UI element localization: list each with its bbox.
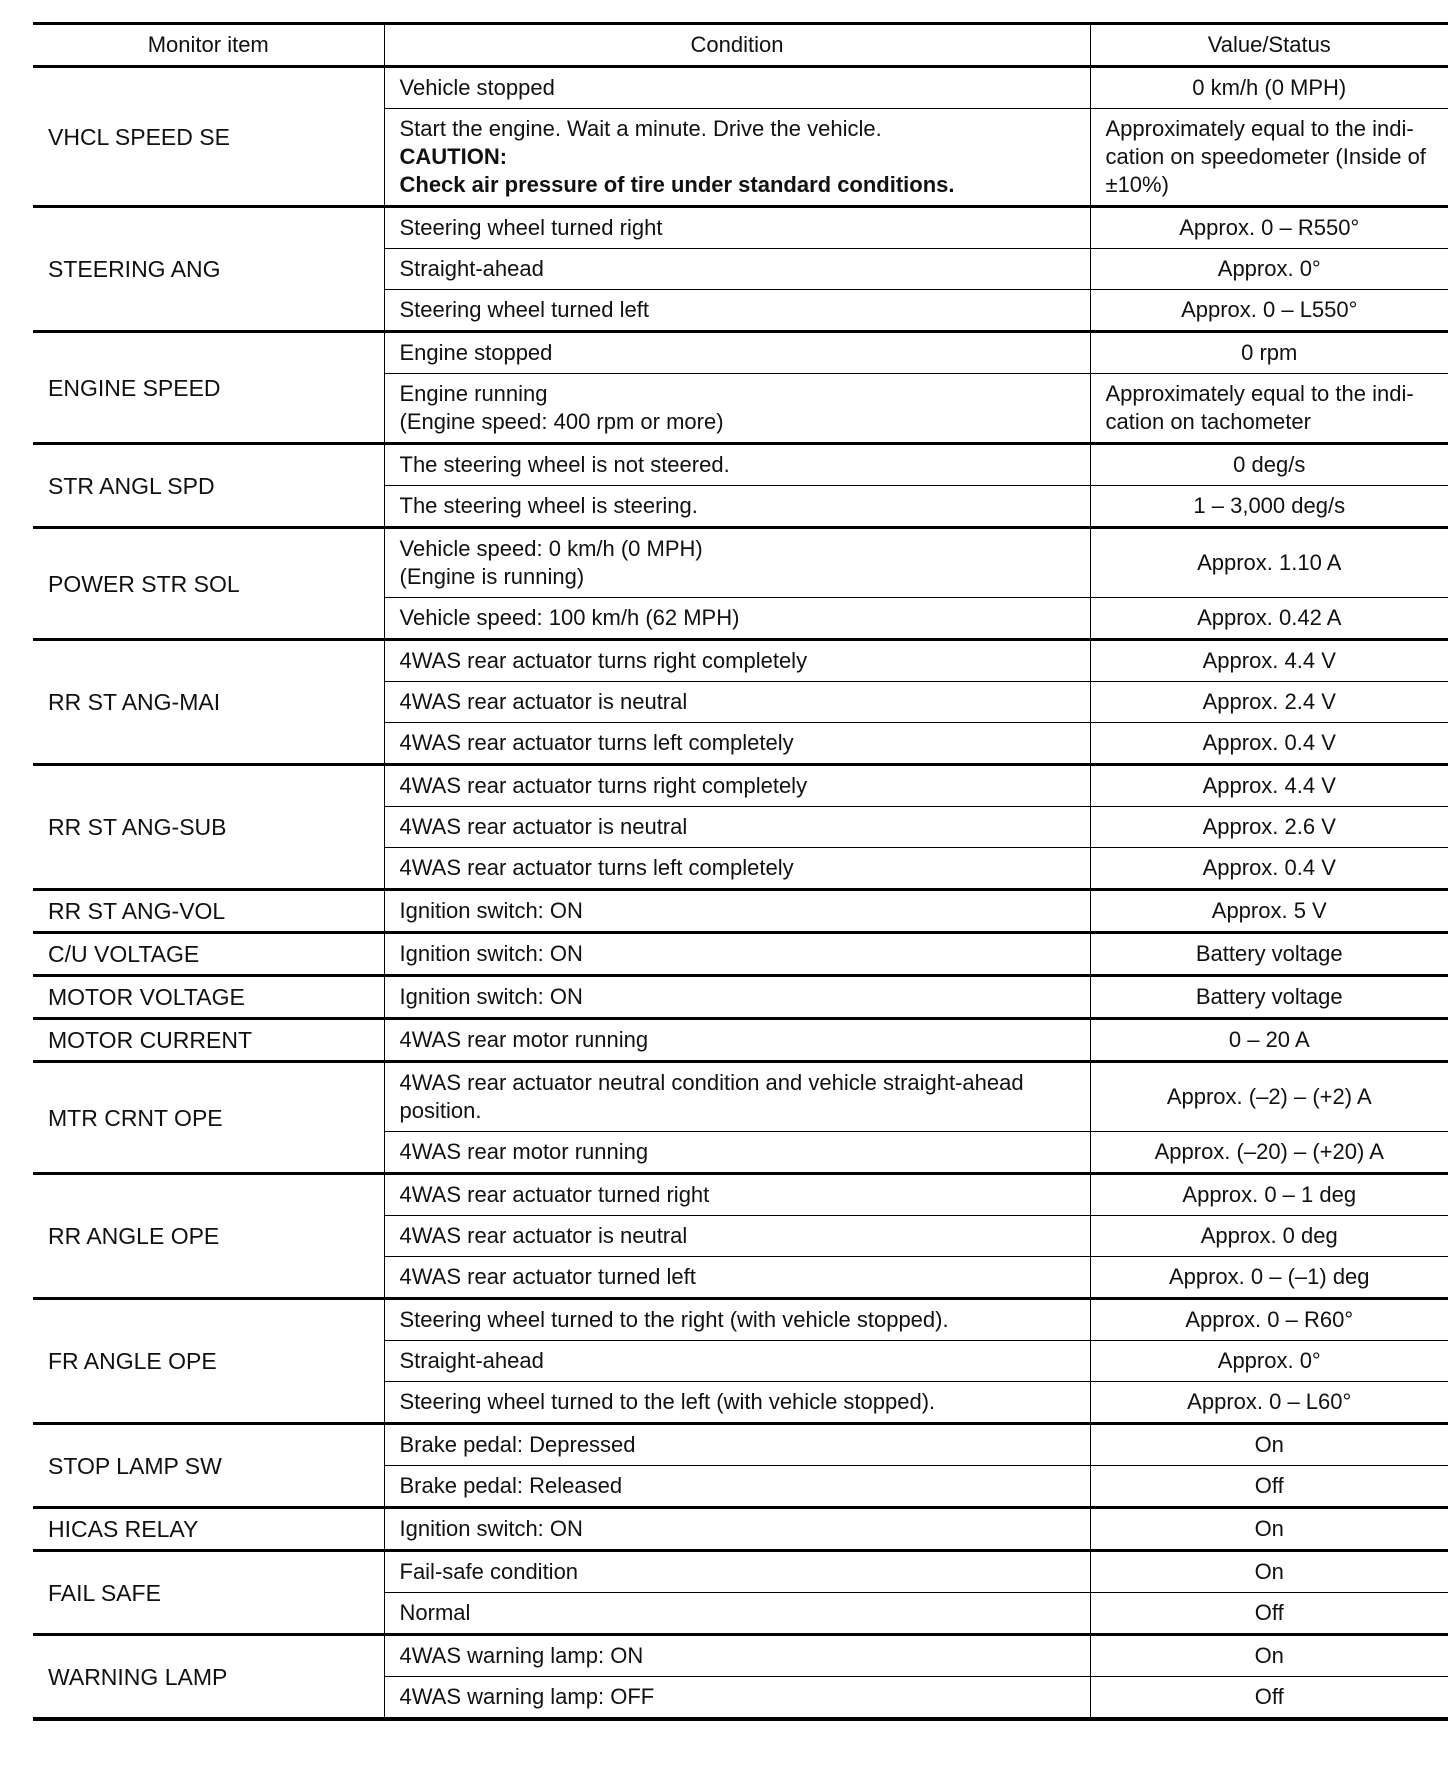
value-status-cell: Approx. 4.4 V	[1090, 765, 1448, 807]
table-row	[33, 640, 1448, 682]
condition-text: 4WAS rear actuator turns left completely	[399, 730, 794, 755]
value-status-cell: Off	[1090, 1593, 1448, 1635]
condition-cell	[384, 848, 1090, 890]
value-status-cell: Approx. 0 – R550°	[1090, 207, 1448, 249]
condition-cell	[384, 976, 1090, 1019]
condition-cell	[384, 207, 1090, 249]
value-status-cell: 1 – 3,000 deg/s	[1090, 486, 1448, 528]
condition-cell	[384, 1062, 1090, 1132]
value-status-cell: On	[1090, 1424, 1448, 1466]
table-row	[33, 1635, 1448, 1677]
table-row	[33, 1174, 1448, 1216]
value-status-cell: Approx. 4.4 V	[1090, 640, 1448, 682]
monitor-item-group	[33, 444, 1448, 528]
monitor-item-name: RR ST ANG-SUB	[33, 765, 384, 890]
condition-cell	[384, 1216, 1090, 1257]
condition-text: Brake pedal: Released	[399, 1473, 623, 1498]
monitor-item-group	[33, 1508, 1448, 1551]
monitor-item-name: MTR CRNT OPE	[33, 1062, 384, 1174]
condition-cell	[384, 723, 1090, 765]
condition-text: 4WAS warning lamp: ON	[399, 1643, 644, 1668]
condition-text: Vehicle speed: 0 km/h (0 MPH)	[399, 536, 703, 561]
value-status-cell: Battery voltage	[1090, 976, 1448, 1019]
column-header-condition: Condition	[384, 24, 1090, 67]
value-status-cell: 0 – 20 A	[1090, 1019, 1448, 1062]
monitor-item-name: MOTOR CURRENT	[33, 1019, 384, 1062]
monitor-item-group	[33, 332, 1448, 444]
caution-text: CAUTION:	[399, 144, 508, 169]
monitor-item-group	[33, 640, 1448, 765]
condition-cell	[384, 1551, 1090, 1593]
monitor-item-group	[33, 1062, 1448, 1174]
value-status-cell: Approx. 0 deg	[1090, 1216, 1448, 1257]
condition-text: Normal	[399, 1600, 471, 1625]
condition-cell	[384, 1132, 1090, 1174]
value-status-cell: Approximately equal to the indi-cation on tachometer	[1090, 374, 1448, 444]
table-row	[33, 444, 1448, 486]
value-status-cell: Approximately equal to the indi-cation on speedometer (Inside of ±10%)	[1090, 109, 1448, 207]
table-row	[33, 67, 1448, 109]
condition-cell	[384, 765, 1090, 807]
monitor-item-group	[33, 765, 1448, 890]
table-row	[33, 1508, 1448, 1551]
value-status-cell: On	[1090, 1635, 1448, 1677]
table-row	[33, 933, 1448, 976]
monitor-item-group	[33, 976, 1448, 1019]
condition-text: 4WAS rear actuator is neutral	[399, 814, 688, 839]
value-status-cell: Approx. (–2) – (+2) A	[1090, 1062, 1448, 1132]
condition-text: Start the engine. Wait a minute. Drive the vehicle.	[399, 116, 882, 141]
table-row	[33, 890, 1448, 933]
condition-text: 4WAS rear actuator is neutral	[399, 689, 688, 714]
table-row	[33, 1299, 1448, 1341]
value-status-cell: Approx. 5 V	[1090, 890, 1448, 933]
value-status-cell: On	[1090, 1508, 1448, 1551]
monitor-item-name: RR ST ANG-VOL	[33, 890, 384, 933]
condition-cell	[384, 249, 1090, 290]
condition-text: Ignition switch: ON	[399, 1516, 583, 1541]
value-status-cell: Approx. 0 – R60°	[1090, 1299, 1448, 1341]
monitor-item-group	[33, 528, 1448, 640]
condition-cell	[384, 290, 1090, 332]
condition-text: Straight-ahead	[399, 256, 544, 281]
monitor-item-name: C/U VOLTAGE	[33, 933, 384, 976]
value-status-cell: Approx. 0.42 A	[1090, 598, 1448, 640]
condition-cell	[384, 444, 1090, 486]
monitor-item-group	[33, 1299, 1448, 1424]
condition-cell	[384, 1466, 1090, 1508]
condition-text: (Engine is running)	[399, 564, 585, 589]
monitor-item-group	[33, 1019, 1448, 1062]
value-status-cell: On	[1090, 1551, 1448, 1593]
table-row	[33, 1424, 1448, 1466]
condition-text: Straight-ahead	[399, 1348, 544, 1373]
monitor-item-name: RR ST ANG-MAI	[33, 640, 384, 765]
monitor-item-group	[33, 1424, 1448, 1508]
value-status-cell: Approx. 2.4 V	[1090, 682, 1448, 723]
condition-text: 4WAS rear actuator turns right completely	[399, 648, 808, 673]
condition-cell	[384, 486, 1090, 528]
condition-cell	[384, 109, 1090, 207]
condition-cell	[384, 1019, 1090, 1062]
value-status-cell: Approx. 0°	[1090, 249, 1448, 290]
table-row	[33, 528, 1448, 598]
condition-text: Ignition switch: ON	[399, 984, 583, 1009]
condition-text: 4WAS rear actuator turns right completely	[399, 773, 808, 798]
monitor-item-name: FAIL SAFE	[33, 1551, 384, 1635]
monitor-item-name: POWER STR SOL	[33, 528, 384, 640]
condition-cell	[384, 374, 1090, 444]
condition-text: 4WAS rear motor running	[399, 1139, 649, 1164]
condition-cell	[384, 1382, 1090, 1424]
value-status-cell: Approx. 0 – (–1) deg	[1090, 1257, 1448, 1299]
value-status-cell: Approx. 0 – L60°	[1090, 1382, 1448, 1424]
table-row	[33, 1062, 1448, 1132]
condition-cell	[384, 1174, 1090, 1216]
condition-cell	[384, 1299, 1090, 1341]
monitor-item-name: VHCL SPEED SE	[33, 67, 384, 207]
condition-text: Steering wheel turned left	[399, 297, 649, 322]
condition-text: (Engine speed: 400 rpm or more)	[399, 409, 724, 434]
monitor-item-name: HICAS RELAY	[33, 1508, 384, 1551]
monitor-item-group	[33, 933, 1448, 976]
value-status-cell: 0 rpm	[1090, 332, 1448, 374]
monitor-item-name: STEERING ANG	[33, 207, 384, 332]
monitor-item-name: STR ANGL SPD	[33, 444, 384, 528]
value-status-cell: 0 km/h (0 MPH)	[1090, 67, 1448, 109]
monitor-item-group	[33, 1551, 1448, 1635]
monitor-item-name: STOP LAMP SW	[33, 1424, 384, 1508]
value-status-cell: Off	[1090, 1677, 1448, 1720]
condition-text: The steering wheel is not steered.	[399, 452, 730, 477]
monitor-item-table	[33, 22, 1448, 1721]
condition-text: 4WAS rear actuator neutral condition and vehicle straight-ahead position.	[399, 1070, 1024, 1123]
caution-text: Check air pressure of tire under standard conditions.	[399, 172, 955, 197]
value-status-cell: Approx. 2.6 V	[1090, 807, 1448, 848]
condition-text: 4WAS rear actuator turns left completely	[399, 855, 794, 880]
condition-text: 4WAS rear actuator is neutral	[399, 1223, 688, 1248]
value-status-cell: Off	[1090, 1466, 1448, 1508]
table-row	[33, 207, 1448, 249]
condition-text: Vehicle stopped	[399, 75, 555, 100]
value-status-cell: Approx. (–20) – (+20) A	[1090, 1132, 1448, 1174]
condition-cell	[384, 807, 1090, 848]
value-status-cell: Approx. 0 – L550°	[1090, 290, 1448, 332]
value-status-cell: Approx. 0°	[1090, 1341, 1448, 1382]
column-header-value-status: Value/Status	[1090, 24, 1448, 67]
condition-cell	[384, 528, 1090, 598]
monitor-item-name: FR ANGLE OPE	[33, 1299, 384, 1424]
condition-cell	[384, 1677, 1090, 1720]
condition-cell	[384, 1593, 1090, 1635]
condition-text: 4WAS rear actuator turned right	[399, 1182, 710, 1207]
table-row	[33, 1019, 1448, 1062]
condition-text: Engine running	[399, 381, 548, 406]
condition-text: Brake pedal: Depressed	[399, 1432, 636, 1457]
condition-cell	[384, 640, 1090, 682]
condition-cell	[384, 1508, 1090, 1551]
table-row	[33, 1551, 1448, 1593]
condition-text: Vehicle speed: 100 km/h (62 MPH)	[399, 605, 740, 630]
condition-text: 4WAS warning lamp: OFF	[399, 1684, 655, 1709]
condition-text: Ignition switch: ON	[399, 898, 583, 923]
value-status-cell: Approx. 0.4 V	[1090, 723, 1448, 765]
condition-cell	[384, 682, 1090, 723]
condition-text: 4WAS rear actuator turned left	[399, 1264, 696, 1289]
condition-cell	[384, 1341, 1090, 1382]
table-row	[33, 765, 1448, 807]
condition-cell	[384, 598, 1090, 640]
monitor-item-group	[33, 67, 1448, 207]
condition-text: Ignition switch: ON	[399, 941, 583, 966]
value-status-cell: Approx. 0.4 V	[1090, 848, 1448, 890]
condition-text: Fail-safe condition	[399, 1559, 579, 1584]
condition-text: 4WAS rear motor running	[399, 1027, 649, 1052]
monitor-item-group	[33, 1174, 1448, 1299]
condition-cell	[384, 1635, 1090, 1677]
condition-cell	[384, 890, 1090, 933]
monitor-item-name: ENGINE SPEED	[33, 332, 384, 444]
condition-text: Steering wheel turned to the left (with vehicle stopped).	[399, 1389, 936, 1414]
condition-cell	[384, 933, 1090, 976]
condition-cell	[384, 1424, 1090, 1466]
monitor-item-name: WARNING LAMP	[33, 1635, 384, 1720]
table-header-row	[33, 24, 1448, 67]
monitor-item-name: RR ANGLE OPE	[33, 1174, 384, 1299]
condition-text: Steering wheel turned right	[399, 215, 663, 240]
condition-cell	[384, 67, 1090, 109]
value-status-cell: Approx. 1.10 A	[1090, 528, 1448, 598]
monitor-item-group	[33, 207, 1448, 332]
column-header-monitor-item: Monitor item	[33, 24, 384, 67]
condition-text: Engine stopped	[399, 340, 553, 365]
condition-text: Steering wheel turned to the right (with vehicle stopped).	[399, 1307, 949, 1332]
monitor-item-group	[33, 890, 1448, 933]
value-status-cell: Battery voltage	[1090, 933, 1448, 976]
value-status-cell: 0 deg/s	[1090, 444, 1448, 486]
monitor-item-group	[33, 1635, 1448, 1720]
condition-cell	[384, 1257, 1090, 1299]
table-row	[33, 976, 1448, 1019]
value-status-cell: Approx. 0 – 1 deg	[1090, 1174, 1448, 1216]
condition-text: The steering wheel is steering.	[399, 493, 698, 518]
monitor-item-name: MOTOR VOLTAGE	[33, 976, 384, 1019]
table-row	[33, 332, 1448, 374]
condition-cell	[384, 332, 1090, 374]
